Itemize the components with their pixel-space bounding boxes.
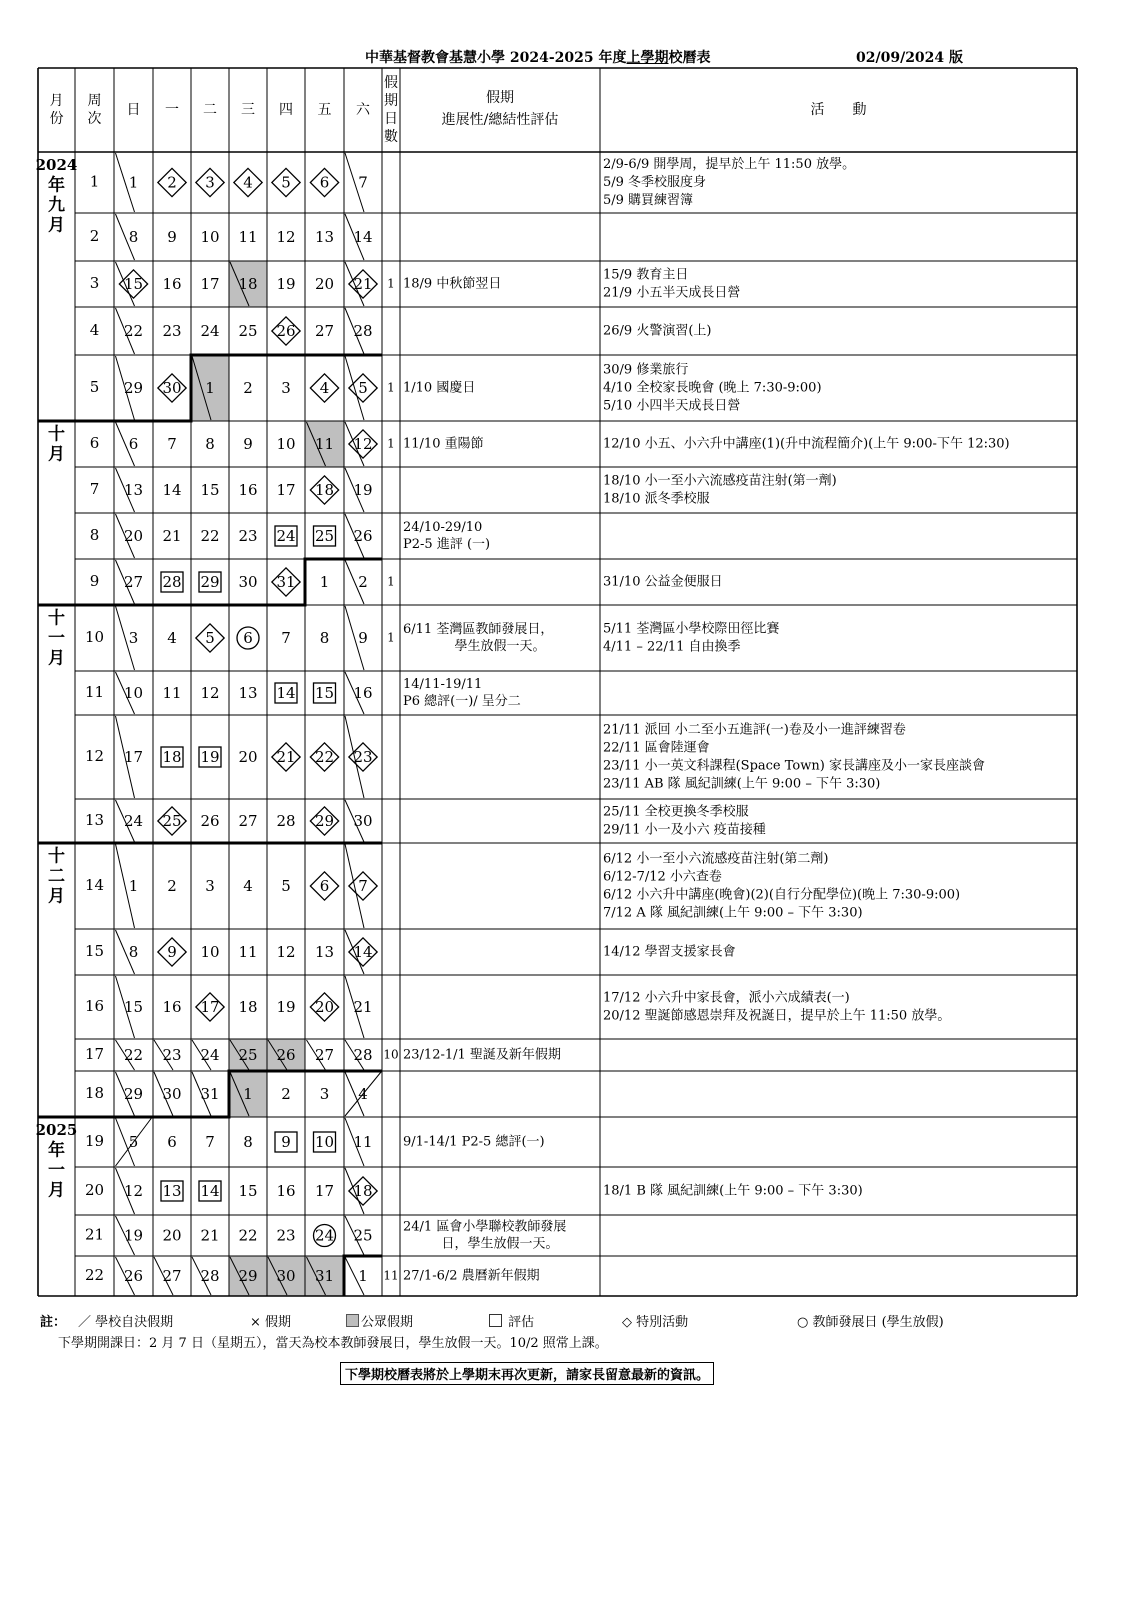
day-number: 24 — [200, 1046, 220, 1064]
day-number: 23 — [162, 1046, 182, 1064]
day-number: 15 — [123, 998, 144, 1016]
holiday-days-header: 假 — [384, 75, 398, 91]
legend-teacher-dev-day: ○ 教師發展日 (學生放假) — [797, 1315, 944, 1330]
month-label: 月 — [48, 886, 65, 907]
holiday-days-count: 11 — [383, 1268, 399, 1283]
day-number: 17 — [276, 481, 296, 499]
holiday-assessment-text: 18/9 中秋節翌日 — [403, 276, 502, 292]
day-number: 13 — [314, 228, 335, 246]
day-number: 18 — [162, 748, 182, 766]
day-number: 6 — [243, 629, 253, 647]
day-number: 20 — [314, 275, 335, 293]
day-number: 13 — [123, 481, 144, 499]
day-number: 8 — [205, 435, 215, 453]
day-number: 16 — [353, 684, 373, 702]
day-number: 27 — [314, 322, 335, 340]
legend-school-holiday: ／ 學校自決假期 — [78, 1315, 174, 1330]
weekday-header: 一 — [165, 102, 179, 118]
holiday-days-count: 1 — [387, 276, 395, 291]
activity-text: 31/10 公益金便服日 — [603, 574, 723, 590]
month-label: 2024 — [35, 156, 78, 174]
day-number: 16 — [162, 998, 182, 1016]
week-number: 4 — [89, 321, 100, 339]
day-number: 19 — [200, 748, 220, 766]
day-number: 1 — [128, 877, 139, 895]
day-number: 6 — [167, 1133, 177, 1151]
day-number: 1 — [358, 1267, 368, 1285]
day-number: 2 — [243, 379, 253, 397]
month-label: 月 — [48, 215, 65, 236]
day-number: 4 — [319, 379, 330, 397]
day-number: 13 — [162, 1182, 182, 1200]
square-icon — [489, 1314, 502, 1327]
day-number: 22 — [123, 1046, 144, 1064]
day-number: 31 — [200, 1085, 220, 1103]
update-notice: 下學期校曆表將於上學期末再次更新，請家長留意最新的資訊。 — [340, 1362, 714, 1385]
day-number: 25 — [353, 1226, 373, 1245]
day-number: 29 — [314, 812, 335, 830]
day-number: 30 — [353, 812, 373, 830]
day-number: 25 — [162, 812, 182, 830]
month-label: 十 — [48, 608, 65, 629]
week-number: 3 — [89, 274, 100, 292]
activity-text: 5/11 荃灣區小學校際田徑比賽 — [603, 621, 780, 637]
activity-text: 30/9 修業旅行 — [603, 362, 689, 378]
activity-text: 20/12 聖誕節感恩崇拜及祝誕日，提早於上午 11:50 放學。 — [603, 1008, 951, 1024]
day-number: 3 — [281, 379, 291, 397]
day-number: 18 — [353, 1182, 373, 1200]
holiday-assessment-text: 24/1 區會小學聯校教師發展 — [403, 1219, 567, 1235]
day-number: 1 — [205, 379, 215, 397]
activity-text: 12/10 小五、小六升中講座(1)(升中流程簡介)(上午 9:00-下午 12:30) — [603, 436, 1010, 452]
day-number: 21 — [353, 275, 373, 293]
day-number: 15 — [200, 481, 220, 499]
day-number: 26 — [123, 1267, 144, 1285]
activity-text: 18/10 小一至小六流感疫苗注射(第一劑) — [603, 473, 837, 489]
month-label: 月 — [48, 648, 65, 669]
day-number: 20 — [314, 998, 335, 1016]
holiday-days-header: 日 — [384, 111, 398, 127]
day-number: 13 — [314, 943, 335, 961]
activity-text: 4/11 – 22/11 自由換季 — [603, 639, 741, 655]
week-number: 15 — [84, 942, 105, 960]
week-number: 6 — [89, 434, 100, 452]
holiday-days-header: 數 — [384, 129, 398, 145]
week-header: 周 — [87, 93, 102, 109]
day-number: 12 — [200, 684, 220, 702]
week-number: 1 — [89, 172, 100, 191]
day-number: 9 — [167, 943, 177, 961]
day-number: 8 — [128, 943, 139, 961]
month-label: 年 — [48, 175, 65, 196]
holiday-assessment-text: 27/1-6/2 農曆新年假期 — [403, 1268, 540, 1284]
week-number: 10 — [84, 628, 105, 646]
month-label: 一 — [48, 628, 65, 649]
week-number: 7 — [89, 480, 100, 498]
day-number: 23 — [276, 1226, 296, 1245]
day-number: 11 — [238, 943, 258, 961]
second-term-note: 下學期開課日：2 月 7 日（星期五），當天為校本教師發展日，學生放假一天。10/2 照常上課。 — [58, 1336, 608, 1351]
day-number: 23 — [162, 322, 182, 340]
legend-label: 註： — [40, 1315, 67, 1330]
day-number: 7 — [358, 877, 368, 895]
weekday-header: 三 — [241, 102, 255, 118]
activity-text: 5/9 冬季校服度身 — [603, 175, 707, 190]
week-number: 8 — [89, 526, 100, 544]
day-number: 25 — [314, 527, 335, 545]
week-number: 22 — [84, 1266, 105, 1284]
day-number: 18 — [238, 275, 258, 293]
weekday-header: 六 — [356, 102, 370, 118]
day-number: 29 — [123, 379, 144, 397]
day-number: 3 — [205, 173, 215, 192]
activity-text: 6/12 小六升中講座(晚會)(2)(自行分配學位)(晚上 7:30-9:00) — [603, 887, 961, 903]
activity-text: 17/12 小六升中家長會，派小六成績表(一) — [603, 990, 850, 1006]
day-number: 10 — [200, 228, 220, 246]
week-header: 次 — [87, 111, 102, 127]
day-number: 14 — [353, 943, 373, 961]
holiday-days-count: 1 — [387, 380, 395, 395]
month-label: 年 — [48, 1140, 65, 1161]
day-number: 24 — [200, 322, 220, 340]
activity-text: 4/10 全校家長晚會 (晚上 7:30-9:00) — [603, 380, 822, 396]
day-number: 25 — [238, 1046, 258, 1064]
day-number: 21 — [353, 998, 373, 1016]
week-number: 17 — [84, 1045, 105, 1063]
day-number: 18 — [238, 998, 258, 1016]
day-number: 19 — [353, 481, 373, 499]
month-label: 十 — [48, 846, 65, 867]
month-header: 月 — [49, 93, 64, 109]
day-number: 13 — [238, 684, 258, 702]
holiday-days-count: 1 — [387, 574, 395, 589]
weekday-header: 五 — [317, 102, 332, 118]
holiday-assessment-text: 24/10-29/10 — [403, 520, 483, 535]
holiday-days-count: 10 — [383, 1047, 399, 1062]
day-number: 1 — [243, 1085, 253, 1103]
day-number: 17 — [200, 275, 220, 293]
activity-text: 7/12 A 隊 風紀訓練(上午 9:00 – 下午 3:30) — [603, 905, 863, 921]
day-number: 5 — [358, 379, 368, 397]
activity-text: 6/12 小一至小六流感疫苗注射(第二劑) — [603, 851, 829, 867]
month-label: 十 — [48, 424, 65, 445]
day-number: 31 — [276, 573, 296, 591]
day-number: 4 — [243, 877, 253, 895]
version-label: 02/09/2024 版 — [856, 50, 964, 66]
holiday-assessment-text: P6 總評(一)/ 呈分二 — [403, 694, 521, 709]
day-number: 28 — [353, 1046, 373, 1064]
month-label: 二 — [48, 866, 65, 887]
week-number: 9 — [89, 572, 100, 590]
day-number: 11 — [314, 435, 335, 453]
day-number: 30 — [276, 1267, 296, 1285]
activity-text: 14/12 學習支援家長會 — [603, 944, 736, 960]
day-number: 11 — [162, 684, 182, 702]
day-number: 6 — [128, 435, 139, 453]
day-number: 26 — [200, 812, 220, 830]
activity-text: 29/11 小一及小六 疫苗接種 — [603, 822, 766, 838]
day-number: 22 — [200, 527, 220, 545]
day-number: 26 — [276, 1046, 296, 1064]
day-number: 26 — [353, 527, 373, 545]
day-number: 9 — [358, 629, 368, 647]
day-number: 2 — [358, 573, 368, 591]
activity-header: 活 動 — [810, 102, 867, 118]
day-number: 3 — [128, 629, 139, 647]
day-number: 20 — [162, 1226, 182, 1245]
day-number: 12 — [276, 228, 296, 246]
week-number: 21 — [84, 1225, 105, 1244]
day-number: 4 — [358, 1085, 368, 1103]
day-number: 10 — [314, 1133, 335, 1151]
day-number: 29 — [200, 573, 220, 591]
day-number: 27 — [162, 1267, 182, 1285]
activity-text: 26/9 火警演習(上) — [603, 323, 712, 339]
day-number: 3 — [319, 1085, 330, 1103]
day-number: 11 — [353, 1133, 373, 1151]
day-number: 22 — [238, 1226, 258, 1245]
day-number: 14 — [200, 1182, 220, 1200]
day-number: 14 — [353, 228, 373, 246]
day-number: 2 — [167, 877, 177, 895]
day-number: 9 — [281, 1133, 291, 1151]
day-number: 4 — [243, 173, 253, 192]
week-number: 2 — [89, 227, 100, 245]
day-number: 3 — [205, 877, 215, 895]
week-number: 5 — [89, 378, 100, 396]
day-number: 14 — [276, 684, 296, 702]
day-number: 5 — [281, 173, 291, 192]
day-number: 2 — [167, 173, 177, 192]
holiday-assessment-text: 6/11 荃灣區教師發展日， — [403, 622, 554, 637]
activity-text: 23/11 AB 隊 風紀訓練(上午 9:00 – 下午 3:30) — [603, 776, 881, 792]
day-number: 12 — [353, 435, 373, 453]
activity-text: 21/9 小五半天成長日營 — [603, 285, 741, 301]
activity-text: 5/10 小四半天成長日營 — [603, 398, 741, 414]
day-number: 21 — [162, 527, 182, 545]
month-label: 九 — [48, 195, 65, 216]
day-number: 25 — [238, 322, 258, 340]
day-number: 24 — [123, 812, 144, 830]
activity-text: 21/11 派回 小二至小五進評(一)卷及小一進評練習卷 — [603, 722, 906, 738]
weekday-header: 四 — [279, 102, 293, 118]
week-number: 16 — [84, 997, 105, 1015]
day-number: 17 — [200, 998, 220, 1016]
week-number: 14 — [84, 876, 105, 894]
day-number: 24 — [276, 527, 296, 545]
activity-text: 23/11 小一英文科課程(Space Town) 家長講座及小一家長座談會 — [603, 758, 985, 774]
month-label: 月 — [48, 444, 65, 465]
holiday-assessment-text: 9/1-14/1 P2-5 總評(一) — [403, 1134, 545, 1150]
week-number: 19 — [84, 1132, 105, 1150]
calendar-title: 中華基督教會基慧小學 2024-2025 年度上學期校曆表 — [365, 50, 711, 66]
day-number: 7 — [281, 629, 291, 647]
week-number: 11 — [84, 683, 105, 701]
legend-assessment: 評估 — [489, 1311, 534, 1330]
day-number: 19 — [276, 275, 296, 293]
day-number: 17 — [123, 748, 144, 766]
holiday-days-count: 1 — [387, 630, 395, 645]
day-number: 7 — [358, 173, 368, 192]
day-number: 7 — [205, 1133, 215, 1151]
holiday-assessment-text: 學生放假一天。 — [454, 639, 546, 654]
day-number: 2 — [281, 1085, 291, 1103]
day-number: 4 — [167, 629, 177, 647]
day-number: 16 — [238, 481, 258, 499]
day-number: 6 — [319, 173, 330, 192]
day-number: 24 — [314, 1226, 335, 1245]
day-number: 28 — [200, 1267, 220, 1285]
day-number: 27 — [238, 812, 258, 830]
day-number: 29 — [123, 1085, 144, 1103]
day-number: 27 — [314, 1046, 335, 1064]
activity-text: 2/9-6/9 開學周，提早於上午 11:50 放學。 — [603, 157, 856, 172]
month-label: 月 — [48, 1180, 65, 1201]
day-number: 26 — [276, 322, 296, 340]
day-number: 27 — [123, 573, 144, 591]
day-number: 15 — [314, 684, 335, 702]
week-number: 13 — [84, 811, 105, 829]
day-number: 21 — [200, 1226, 220, 1245]
day-number: 22 — [123, 322, 144, 340]
day-number: 7 — [167, 435, 177, 453]
activity-text: 18/10 派冬季校服 — [603, 491, 710, 507]
day-number: 10 — [276, 435, 296, 453]
day-number: 30 — [162, 1085, 182, 1103]
day-number: 30 — [162, 379, 182, 397]
assessment-header: 進展性/總結性評估 — [441, 112, 559, 128]
day-number: 6 — [319, 877, 330, 895]
day-number: 9 — [167, 228, 177, 246]
day-number: 1 — [319, 573, 330, 591]
grey-box-icon — [346, 1314, 359, 1327]
day-number: 5 — [205, 629, 215, 647]
day-number: 21 — [276, 748, 296, 766]
legend-holiday: × 假期 — [250, 1315, 292, 1330]
day-number: 20 — [123, 527, 144, 545]
day-number: 8 — [243, 1133, 253, 1151]
holiday-assessment-text: 14/11-19/11 — [403, 677, 483, 692]
day-number: 12 — [276, 943, 296, 961]
month-header: 份 — [49, 111, 64, 127]
day-number: 16 — [162, 275, 182, 293]
day-number: 8 — [128, 228, 139, 246]
activity-text: 15/9 教育主日 — [603, 267, 689, 283]
activity-text: 25/11 全校更換冬季校服 — [603, 804, 749, 820]
day-number: 20 — [238, 748, 258, 766]
holiday-assessment-text: 1/10 國慶日 — [403, 380, 476, 396]
day-number: 12 — [123, 1182, 144, 1200]
day-number: 28 — [162, 573, 182, 591]
day-number: 15 — [238, 1182, 258, 1200]
week-number: 20 — [84, 1181, 105, 1199]
day-number: 22 — [314, 748, 335, 766]
holiday-assessment-text: 23/12-1/1 聖誕及新年假期 — [403, 1047, 561, 1063]
day-number: 8 — [319, 629, 330, 647]
holiday-days-count: 1 — [387, 436, 395, 451]
activity-text: 6/12-7/12 小六查卷 — [603, 869, 722, 885]
day-number: 23 — [353, 748, 373, 766]
day-number: 11 — [238, 228, 258, 246]
legend-special-activity: ◇ 特別活動 — [622, 1315, 689, 1330]
day-number: 9 — [243, 435, 253, 453]
weekday-header: 日 — [126, 102, 141, 118]
holiday-assessment-text: 日，學生放假一天。 — [441, 1236, 559, 1252]
day-number: 17 — [314, 1182, 335, 1200]
day-number: 18 — [314, 481, 335, 499]
holiday-header: 假期 — [486, 90, 514, 106]
holiday-assessment-text: P2-5 進評 (一) — [403, 537, 491, 552]
day-number: 5 — [281, 877, 291, 895]
day-number: 19 — [123, 1226, 144, 1245]
holiday-assessment-text: 11/10 重陽節 — [403, 436, 484, 452]
day-number: 16 — [276, 1182, 296, 1200]
day-number: 29 — [238, 1267, 258, 1285]
day-number: 30 — [238, 573, 258, 591]
day-number: 31 — [314, 1267, 335, 1285]
day-number: 10 — [200, 943, 220, 961]
legend-public-holiday: 公眾假期 — [346, 1311, 413, 1330]
activity-text: 18/1 B 隊 風紀訓練(上午 9:00 – 下午 3:30) — [603, 1183, 863, 1199]
day-number: 10 — [123, 684, 144, 702]
week-number: 18 — [84, 1084, 105, 1102]
month-label: 一 — [48, 1160, 65, 1181]
day-number: 19 — [276, 998, 296, 1016]
activity-text: 5/9 購買練習簿 — [603, 193, 694, 208]
activity-text: 22/11 區會陸運會 — [603, 740, 710, 756]
day-number: 1 — [128, 173, 139, 192]
holiday-days-header: 期 — [384, 93, 398, 109]
week-number: 12 — [84, 747, 105, 765]
day-number: 14 — [162, 481, 182, 499]
day-number: 28 — [276, 812, 296, 830]
day-number: 23 — [238, 527, 258, 545]
day-number: 5 — [128, 1133, 139, 1151]
day-number: 28 — [353, 322, 373, 340]
month-label: 2025 — [35, 1121, 78, 1139]
weekday-header: 二 — [203, 102, 217, 118]
day-number: 15 — [123, 275, 144, 293]
